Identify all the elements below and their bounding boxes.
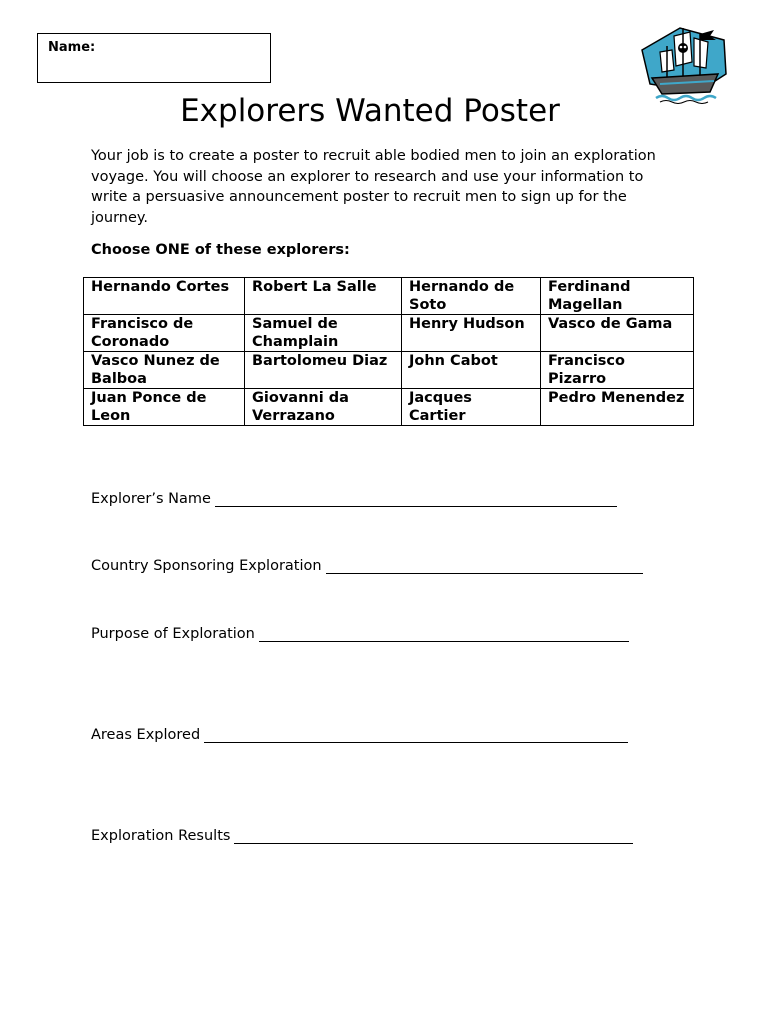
explorer-cell: Juan Ponce de Leon <box>84 389 245 426</box>
explorer-cell: Samuel de Champlain <box>245 315 402 352</box>
table-row <box>84 352 694 389</box>
purpose-label: Purpose of Exploration <box>91 626 255 642</box>
explorer-cell: Pedro Menendez <box>541 389 694 426</box>
page-title: Explorers Wanted Poster <box>180 93 560 129</box>
areas-explored-blank[interactable] <box>204 728 628 743</box>
explorer-cell: Giovanni da Verrazano <box>245 389 402 426</box>
explorer-cell: John Cabot <box>402 352 541 389</box>
explorer-cell: Robert La Salle <box>245 278 402 315</box>
explorer-cell: Ferdinand Magellan <box>541 278 694 315</box>
explorer-cell: Vasco Nunez de Balboa <box>84 352 245 389</box>
explorer-cell: Francisco de Coronado <box>84 315 245 352</box>
exploration-results-blank[interactable] <box>234 829 633 844</box>
exploration-results-field[interactable] <box>91 828 633 844</box>
purpose-field[interactable] <box>91 626 629 642</box>
table-row <box>84 315 694 352</box>
explorer-cell: Jacques Cartier <box>402 389 541 426</box>
table-row <box>84 278 694 315</box>
areas-explored-field[interactable] <box>91 727 628 743</box>
country-sponsoring-blank[interactable] <box>326 559 643 574</box>
table-row <box>84 389 694 426</box>
name-label: Name: <box>48 40 96 55</box>
instructions-paragraph: Your job is to create a poster to recruit able bodied men to join an exploration voyage. You will choose an explorer to research and use your information to write a persuasive announcement poster to recruit men to sign up for the journey. <box>91 148 656 226</box>
name-field[interactable] <box>37 33 271 83</box>
explorer-cell: Bartolomeu Diaz <box>245 352 402 389</box>
exploration-results-label: Exploration Results <box>91 828 231 844</box>
explorer-cell: Vasco de Gama <box>541 315 694 352</box>
explorer-table <box>83 277 694 426</box>
explorer-name-blank[interactable] <box>215 492 617 507</box>
explorer-cell: Henry Hudson <box>402 315 541 352</box>
purpose-blank[interactable] <box>259 627 629 642</box>
country-sponsoring-label: Country Sponsoring Exploration <box>91 558 322 574</box>
explorer-cell: Francisco Pizarro <box>541 352 694 389</box>
explorer-cell: Hernando de Soto <box>402 278 541 315</box>
areas-explored-label: Areas Explored <box>91 727 201 743</box>
explorer-name-field[interactable] <box>91 491 617 507</box>
choose-explorer-label: Choose ONE of these explorers: <box>91 242 350 258</box>
explorer-name-label: Explorer’s Name <box>91 491 211 507</box>
country-sponsoring-field[interactable] <box>91 558 643 574</box>
explorer-cell: Hernando Cortes <box>84 278 245 315</box>
